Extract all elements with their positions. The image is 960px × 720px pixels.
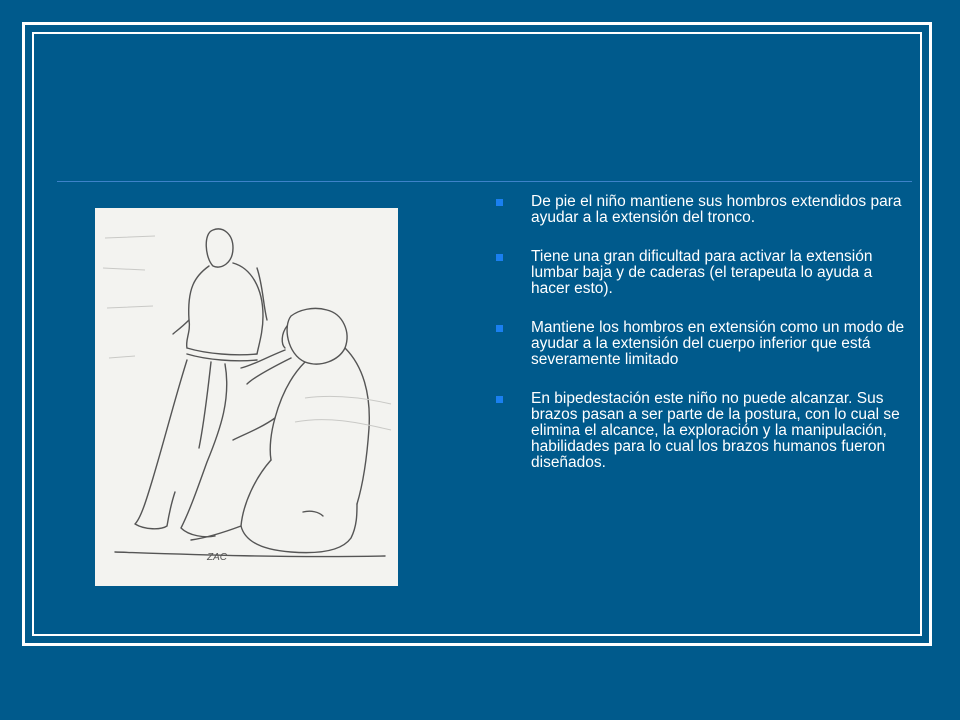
therapy-illustration bbox=[95, 208, 398, 586]
illustration-signature: ZAC bbox=[207, 552, 227, 563]
bullet-text: De pie el niño mantiene sus hombros extendidos para ayudar a la extensión del tronco. bbox=[531, 193, 902, 226]
title-divider-line bbox=[57, 181, 912, 182]
bullet-text: Mantiene los hombros en extensión como un modo de ayudar a la extensión del cuerpo inferior que está severamente limitado bbox=[531, 319, 905, 368]
bullet-item bbox=[496, 249, 906, 297]
bullet-item bbox=[496, 194, 906, 226]
bullet-list bbox=[496, 194, 906, 494]
bullet-text: En bipedestación este niño no puede alcanzar. Sus brazos pasan a ser parte de la postura, con lo cual se elimina el alcance, la exploración y la manipulación, habilidades para lo cual los brazos humanos fueron diseñados. bbox=[531, 390, 900, 471]
square-bullet-icon bbox=[496, 199, 503, 206]
bullet-text: Tiene una gran dificultad para activar la extensión lumbar baja y de caderas (el terapeuta lo ayuda a hacer esto). bbox=[531, 248, 873, 297]
square-bullet-icon bbox=[496, 325, 503, 332]
square-bullet-icon bbox=[496, 396, 503, 403]
square-bullet-icon bbox=[496, 254, 503, 261]
illustration-drawing bbox=[95, 208, 398, 586]
bullet-item bbox=[496, 320, 906, 368]
bullet-item bbox=[496, 391, 906, 471]
